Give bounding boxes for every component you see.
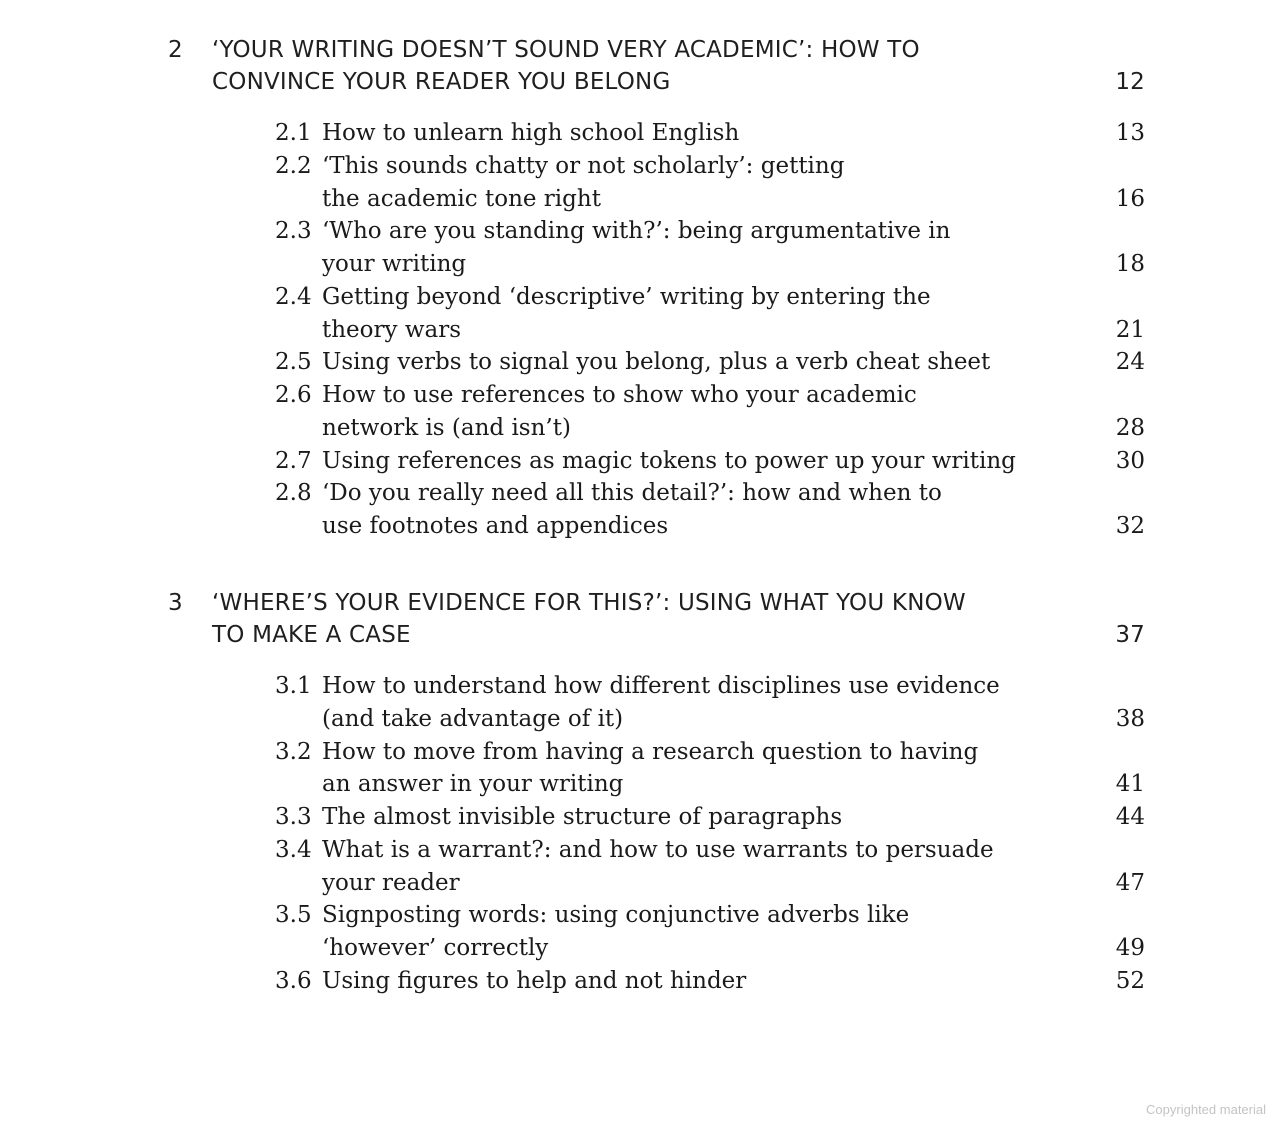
- section-title-line: ‘Do you really need all this detail?’: how and when to: [322, 480, 942, 507]
- section-entry-2-2: [0, 150, 1280, 216]
- section-number: 2.3: [275, 218, 312, 245]
- section-page-number: 21: [1115, 316, 1145, 343]
- chapter-title: [212, 587, 1072, 651]
- chapter-3: [0, 587, 1280, 994]
- section-number: 3.6: [275, 967, 312, 994]
- section-title: [322, 670, 1042, 736]
- chapter-number: 3: [168, 590, 183, 616]
- section-title-line: Getting beyond ‘descriptive’ writing by entering the: [322, 283, 931, 310]
- section-title-line: use footnotes and appendices: [322, 513, 669, 539]
- section-entry-3-4: [0, 834, 1280, 900]
- section-title: [322, 281, 1042, 347]
- section-title-line: How to unlearn high school English: [322, 120, 740, 146]
- section-title-line: Using figures to help and not hinder: [322, 967, 747, 994]
- chapter-title: [212, 34, 1072, 98]
- section-page-number: 32: [1115, 513, 1145, 539]
- section-page-number: 18: [1115, 251, 1145, 277]
- section-number: 2.2: [275, 152, 312, 179]
- section-number: 3.2: [275, 738, 312, 765]
- section-entry-2-8: [0, 477, 1280, 543]
- section-list: [0, 117, 1280, 543]
- chapter-heading: [0, 587, 1280, 653]
- chapter-page-number: 37: [1115, 622, 1145, 648]
- section-title-line: How to understand how different disciplines use evidence: [322, 673, 1000, 699]
- chapter-title-line: CONVINCE YOUR READER YOU BELONG: [212, 69, 671, 95]
- section-page-number: 47: [1115, 869, 1145, 896]
- section-title-line: The almost invisible structure of paragraphs: [322, 804, 843, 830]
- section-title-line: theory wars: [322, 316, 462, 343]
- section-page-number: 44: [1115, 804, 1145, 830]
- section-entry-3-2: [0, 736, 1280, 802]
- section-title: [322, 215, 1042, 281]
- section-title-line: an answer in your writing: [322, 771, 624, 798]
- section-page-number: 28: [1115, 414, 1145, 441]
- chapter-page-number: 12: [1115, 69, 1145, 95]
- section-page-number: 30: [1115, 447, 1145, 474]
- section-title-line: How to move from having a research question to having: [322, 738, 979, 765]
- chapter-heading: [0, 34, 1280, 100]
- section-title-line: How to use references to show who your academic: [322, 382, 917, 408]
- chapter-number: 2: [168, 37, 183, 63]
- section-page-number: 52: [1115, 967, 1145, 994]
- section-page-number: 38: [1115, 705, 1145, 732]
- section-number: 2.7: [275, 447, 312, 474]
- section-entry-2-6: [0, 379, 1280, 445]
- section-title-line: Using references as magic tokens to power up your writing: [322, 447, 1016, 474]
- chapter-2: [0, 34, 1280, 539]
- section-title: [322, 477, 1042, 543]
- section-title: [322, 834, 1042, 900]
- section-number: 3.3: [275, 804, 312, 830]
- section-entry-3-1: [0, 670, 1280, 736]
- section-number: 3.1: [275, 673, 312, 699]
- section-page-number: 49: [1115, 935, 1145, 961]
- section-list: [0, 670, 1280, 998]
- section-title-line: ‘however’ correctly: [322, 935, 549, 961]
- section-title-line: network is (and isn’t): [322, 414, 571, 441]
- section-entry-2-7: [0, 445, 1280, 478]
- section-title-line: your reader: [322, 869, 460, 896]
- chapter-title-line: TO MAKE A CASE: [212, 622, 411, 648]
- section-title-line: ‘Who are you standing with?’: being argumentative in: [322, 218, 951, 245]
- section-title-line: Using verbs to signal you belong, plus a verb cheat sheet: [322, 349, 991, 376]
- section-title: [322, 150, 1042, 216]
- section-number: 2.5: [275, 349, 312, 376]
- section-page-number: 24: [1115, 349, 1145, 376]
- copyright-notice: Copyrighted material: [1146, 1102, 1266, 1117]
- chapter-title-line: ‘YOUR WRITING DOESN’T SOUND VERY ACADEMIC’: HOW TO: [212, 37, 920, 63]
- section-entry-2-5: [0, 346, 1280, 379]
- section-title-line: What is a warrant?: and how to use warrants to persuade: [322, 836, 994, 863]
- section-title-line: ‘This sounds chatty or not scholarly’: getting: [322, 152, 845, 179]
- section-title: [322, 379, 1042, 445]
- section-title: [322, 736, 1042, 802]
- section-title-line: the academic tone right: [322, 185, 601, 212]
- section-title-line: your writing: [322, 251, 467, 277]
- section-number: 2.8: [275, 480, 312, 507]
- section-title: [322, 801, 1042, 834]
- section-title-line: Signposting words: using conjunctive adverbs like: [322, 902, 910, 929]
- section-title: [322, 346, 1042, 379]
- section-number: 2.1: [275, 120, 312, 146]
- section-page-number: 41: [1115, 771, 1145, 798]
- section-number: 2.4: [275, 283, 312, 310]
- section-entry-2-4: [0, 281, 1280, 347]
- section-title: [322, 445, 1042, 478]
- section-number: 3.4: [275, 836, 312, 863]
- section-title-line: (and take advantage of it): [322, 705, 624, 732]
- section-entry-2-3: [0, 215, 1280, 281]
- section-title: [322, 965, 1042, 998]
- section-entry-2-1: [0, 117, 1280, 150]
- section-entry-3-3: [0, 801, 1280, 834]
- section-number: 3.5: [275, 902, 312, 929]
- section-title: [322, 899, 1042, 965]
- section-number: 2.6: [275, 382, 312, 408]
- section-title: [322, 117, 1042, 150]
- chapter-title-line: ‘WHERE’S YOUR EVIDENCE FOR THIS?’: USING WHAT YOU KNOW: [212, 590, 966, 616]
- section-page-number: 13: [1115, 120, 1145, 146]
- section-page-number: 16: [1115, 185, 1145, 212]
- section-entry-3-6: [0, 965, 1280, 998]
- section-entry-3-5: [0, 899, 1280, 965]
